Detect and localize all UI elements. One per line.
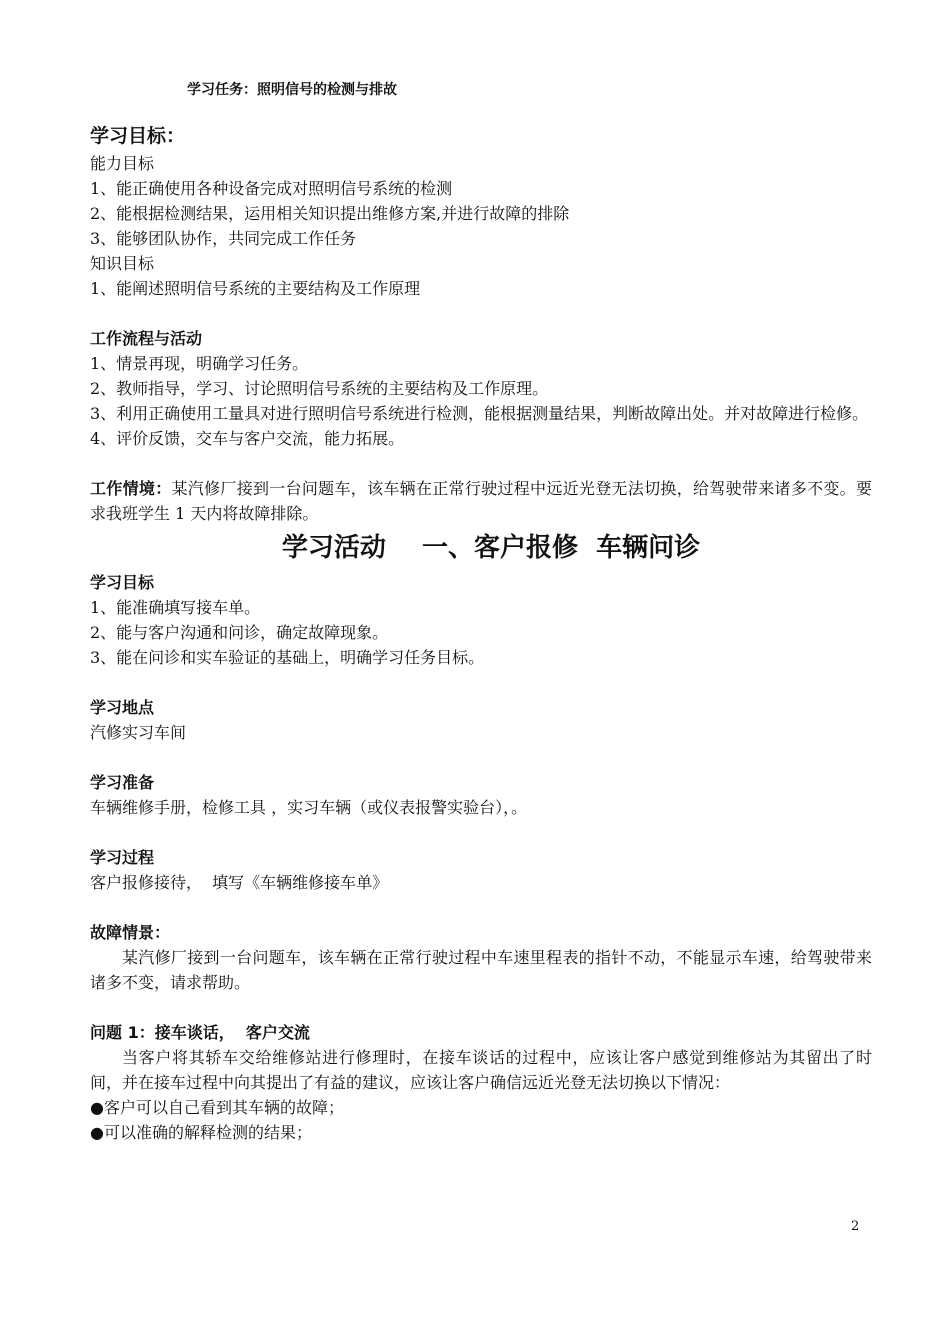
location-text: 汽修实习车间: [90, 723, 187, 742]
ability-item: 1、能正确使用各种设备完成对照明信号系统的检测: [90, 179, 453, 198]
activity-goal-item: 2、能与客户沟通和问诊，确定故障现象。: [90, 623, 389, 642]
work-scenario-label: 工作情境：: [90, 479, 172, 498]
fault-text: 某汽修厂接到一台问题车，该车辆在正常行驶过程中车速里程表的指针不动，不能显示车速，给驾驶带来诸多不变，请求帮助。: [90, 948, 872, 992]
work-scenario-text: 某汽修厂接到一台问题车，该车辆在正常行驶过程中远近光登无法切换，给驾驶带来诸多不变。要求我班学生 1 天内将故障排除。: [90, 479, 872, 523]
question-1-text: 当客户将其轿车交给维修站进行修理时，在接车谈话的过程中，应该让客户感觉到维修站为其留出了时间，并在接车过程中向其提出了有益的建议，应该让客户确信远近光登无法切换以下情况：: [90, 1048, 872, 1092]
process-text: 客户报修接待， 填写《车辆维修接车单》: [90, 873, 389, 892]
workflow-item: 1、情景再现，明确学习任务。: [90, 354, 309, 373]
task-title: 学习任务：照明信号的检测与排故: [187, 82, 397, 98]
workflow-item: 4、评价反馈，交车与客户交流，能力拓展。: [90, 429, 405, 448]
workflow-item: 2、教师指导，学习、讨论照明信号系统的主要结构及工作原理。: [90, 379, 549, 398]
activity-goal-item: 1、能准确填写接车单。: [90, 598, 261, 617]
workflow-item: 3、利用正确使用工量具对进行照明信号系统进行检测，能根据测量结果，判断故障出处。并对故障进行检修。: [90, 404, 869, 423]
page-content: [90, 121, 872, 1145]
fault-heading: 故障情景：: [90, 923, 171, 942]
knowledge-item: 1、能阐述照明信号系统的主要结构及工作原理: [90, 279, 421, 298]
ability-item: 3、能够团队协作，共同完成工作任务: [90, 229, 357, 248]
process-heading: 学习过程: [90, 848, 155, 867]
activity-goal-item: 3、能在问诊和实车验证的基础上，明确学习任务目标。: [90, 648, 485, 667]
prep-text: 车辆维修手册，检修工具 ，实习车辆（或仪表报警实验台），。: [90, 798, 528, 817]
location-heading: 学习地点: [90, 698, 155, 717]
bullet-item: ●客户可以自己看到其车辆的故障；: [90, 1098, 344, 1117]
ability-goals-heading: 能力目标: [90, 154, 155, 173]
knowledge-goals-heading: 知识目标: [90, 254, 155, 273]
question-1-heading: 问题 1：接车谈话， 客户交流: [90, 1023, 310, 1042]
ability-item: 2、能根据检测结果，运用相关知识提出维修方案,并进行故障的排除: [90, 204, 570, 223]
prep-heading: 学习准备: [90, 773, 155, 792]
work-scenario: [90, 476, 872, 526]
page-number: 2: [851, 1219, 860, 1234]
workflow-heading: 工作流程与活动: [90, 329, 203, 348]
activity-title: 学习活动 一、客户报修 车辆问诊: [281, 533, 701, 563]
learning-goals-heading: 学习目标：: [90, 125, 186, 147]
activity-goals-heading: 学习目标: [90, 573, 155, 592]
bullet-item: ●可以准确的解释检测的结果；: [90, 1123, 312, 1142]
